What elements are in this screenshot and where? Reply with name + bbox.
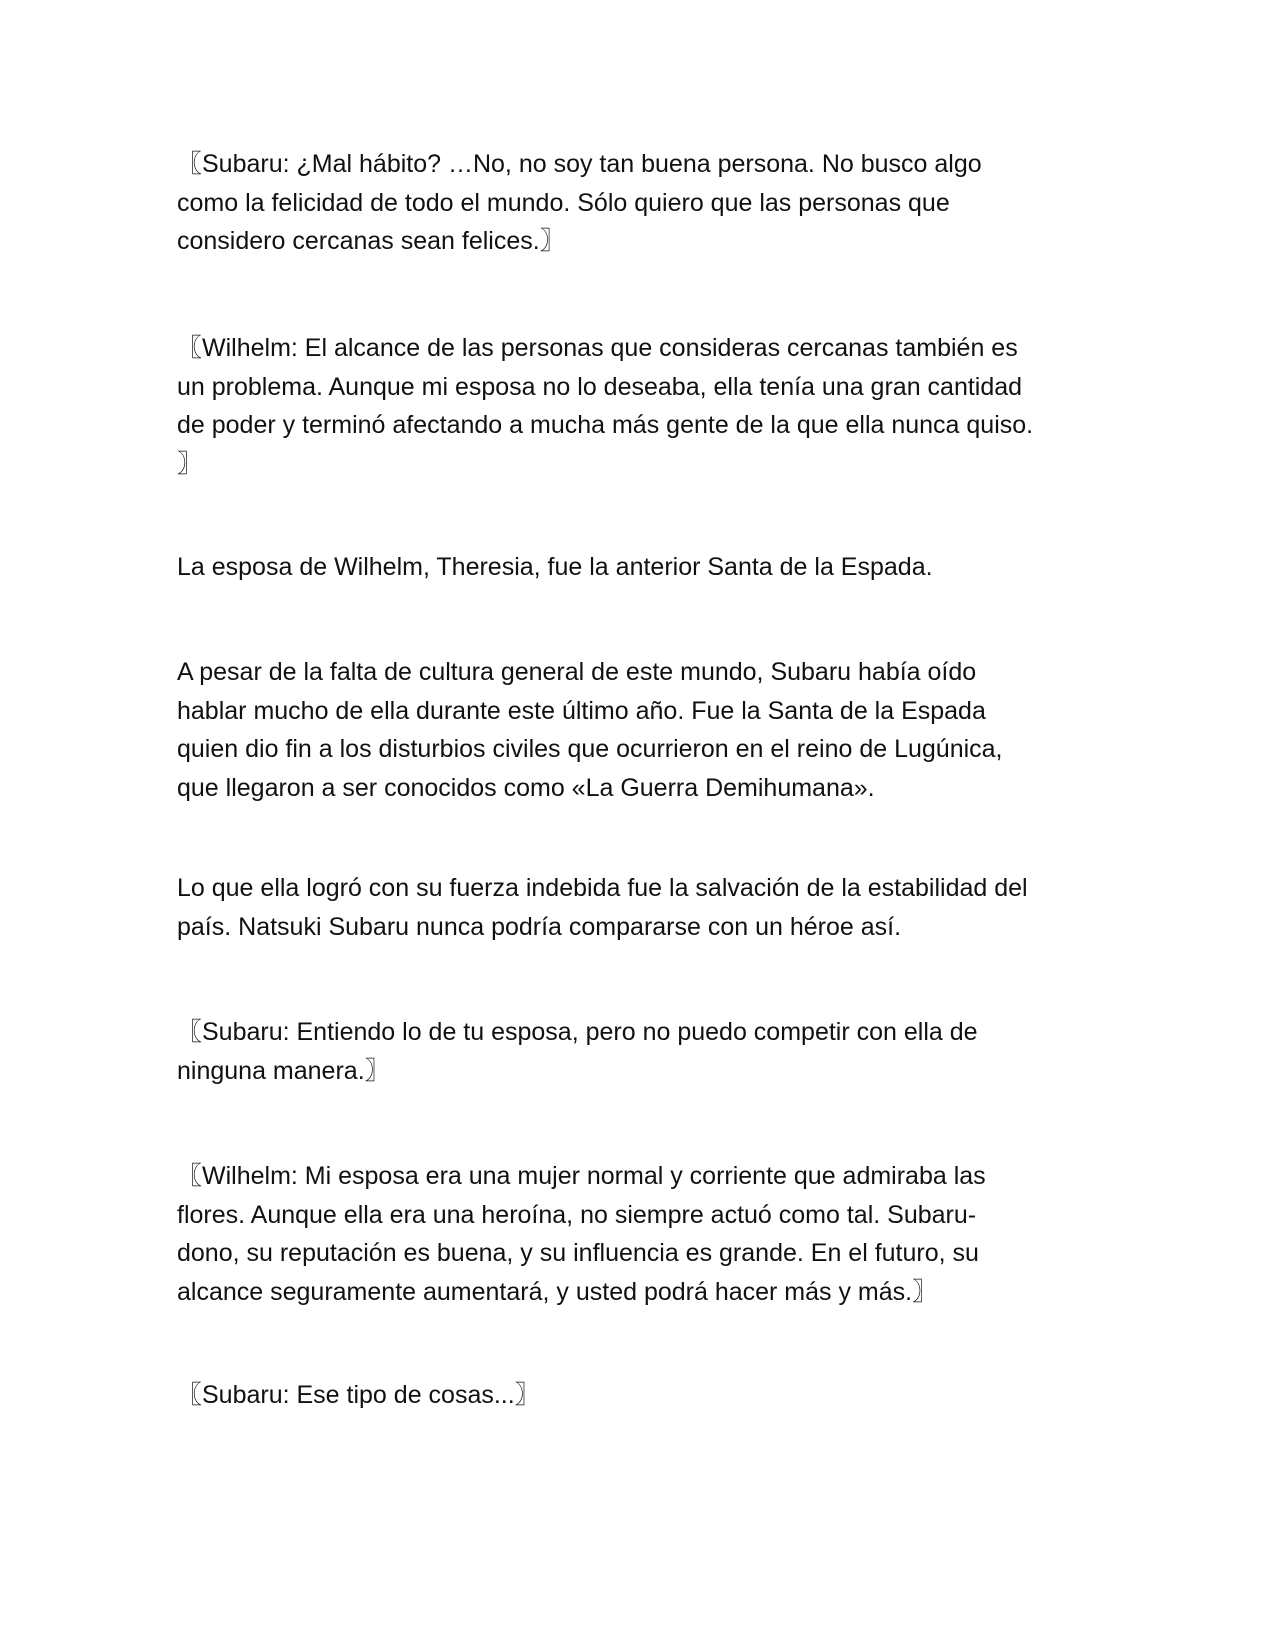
text-line: quien dio fin a los disturbios civiles que ocurrieron en el reino de Lugúnica, [177,735,1003,763]
narration-paragraph-1 [177,548,1097,587]
text-line: como la felicidad de todo el mundo. Sólo quiero que las personas que [177,188,950,217]
text-line: 〖Subaru: ¿Mal hábito? …No, no soy tan buena persona. No busco algo [177,150,982,178]
narration-paragraph-3 [177,869,1097,946]
text-line: flores. Aunque ella era una heroína, no siempre actuó como tal. Subaru- [177,1200,977,1229]
dialogue-paragraph-wilhelm-1 [177,329,1097,483]
text-line: 〖Subaru: Entiendo lo de tu esposa, pero no puedo competir con ella de [177,1018,978,1046]
text-line: 〖Wilhelm: Mi esposa era una mujer normal y corriente que admiraba las [177,1162,986,1190]
narration-paragraph-2 [177,653,1097,807]
text-line: alcance seguramente aumentará, y usted podrá hacer más y más.〗 [177,1277,938,1306]
text-line: país. Natsuki Subaru nunca podría compararse con un héroe así. [177,912,902,941]
text-line: 〖Wilhelm: El alcance de las personas que consideras cercanas también es [177,334,1018,362]
dialogue-paragraph-subaru-3 [177,1376,1097,1415]
text-line: ninguna manera.〗 [177,1056,390,1085]
dialogue-paragraph-wilhelm-2 [177,1157,1097,1311]
text-line: Lo que ella logró con su fuerza indebida fue la salvación de la estabilidad del [177,874,1028,902]
text-line: 〗 [177,449,203,478]
dialogue-paragraph-subaru-1 [177,145,1097,261]
text-line: dono, su reputación es buena, y su influencia es grande. En el futuro, su [177,1239,979,1267]
text-line: hablar mucho de ella durante este último año. Fue la Santa de la Espada [177,696,986,725]
text-line: considero cercanas sean felices.〗 [177,227,565,255]
text-line: de poder y terminó afectando a mucha más gente de la que ella nunca quiso. [177,411,1034,439]
text-line: La esposa de Wilhelm, Theresia, fue la anterior Santa de la Espada. [177,553,933,581]
text-line: A pesar de la falta de cultura general de este mundo, Subaru había oído [177,658,977,686]
dialogue-paragraph-subaru-2 [177,1013,1097,1090]
text-line: 〖Subaru: Ese tipo de cosas...〗 [177,1381,540,1409]
text-line: un problema. Aunque mi esposa no lo deseaba, ella tenía una gran cantidad [177,372,1023,401]
text-line: que llegaron a ser conocidos como «La Guerra Demihumana». [177,773,875,802]
